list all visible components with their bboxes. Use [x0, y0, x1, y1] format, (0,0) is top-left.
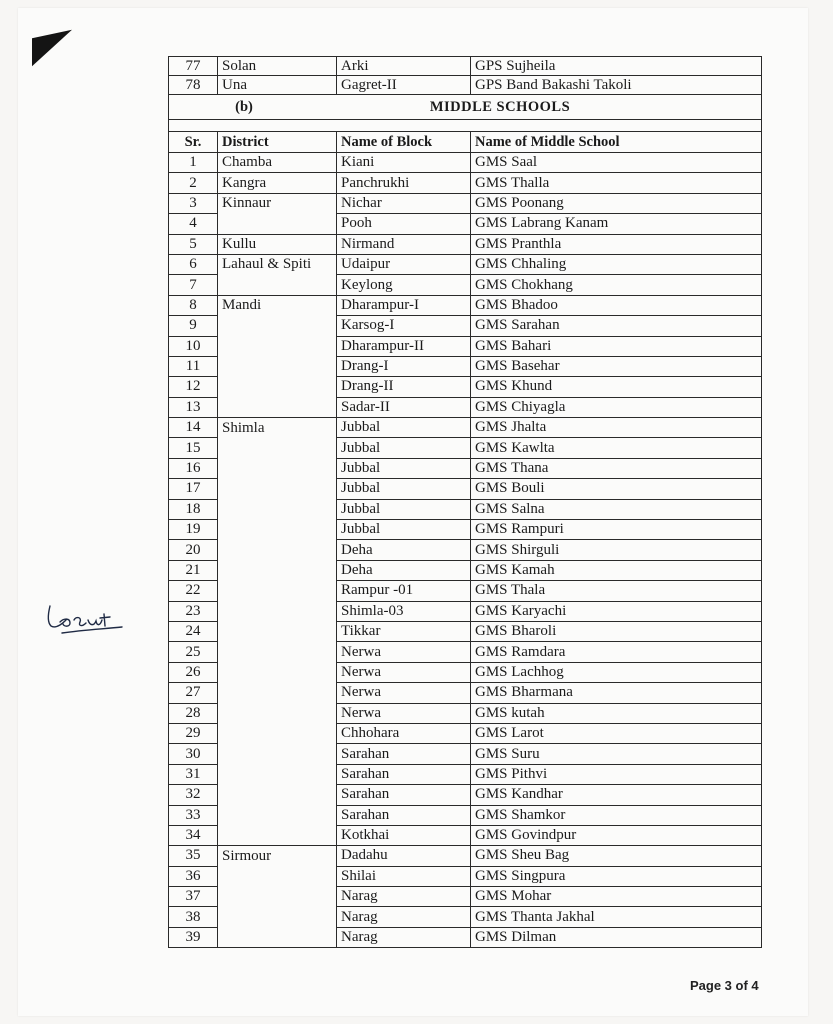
cell-block: Chhohara	[337, 723, 471, 743]
cell-district	[218, 438, 337, 458]
cell-district	[218, 805, 337, 825]
table-row	[169, 560, 762, 580]
header-sr: Sr.	[169, 132, 218, 153]
cell-district	[218, 540, 337, 560]
cell-sr: 21	[169, 560, 218, 580]
cell-sr: 25	[169, 642, 218, 662]
table-row	[169, 356, 762, 376]
cell-block: Sarahan	[337, 764, 471, 784]
cell-block: Nerwa	[337, 683, 471, 703]
table-row	[169, 377, 762, 397]
header-district: District	[218, 132, 337, 153]
cell-district	[218, 479, 337, 499]
cell-sr: 28	[169, 703, 218, 723]
cell-block: Jubbal	[337, 499, 471, 519]
cell-school: GMS Saal	[471, 153, 762, 173]
cell-block: Gagret-II	[337, 76, 471, 95]
cell-school: GMS Poonang	[471, 193, 762, 213]
cell-district	[218, 825, 337, 845]
cell-district	[218, 764, 337, 784]
cell-district	[218, 499, 337, 519]
cell-district	[218, 601, 337, 621]
table-row	[169, 825, 762, 845]
cell-block: Rampur -01	[337, 581, 471, 601]
table-row	[169, 520, 762, 540]
cell-block: Sadar-II	[337, 397, 471, 417]
cell-sr: 35	[169, 846, 218, 866]
cell-district	[218, 214, 337, 234]
cell-sr: 38	[169, 907, 218, 927]
cell-school: GMS Labrang Kanam	[471, 214, 762, 234]
cell-block: Sarahan	[337, 744, 471, 764]
cell-school: GMS Larot	[471, 723, 762, 743]
header-block: Name of Block	[337, 132, 471, 153]
cell-block: Udaipur	[337, 254, 471, 274]
table-row	[169, 805, 762, 825]
cell-school: GMS Karyachi	[471, 601, 762, 621]
cell-school: GMS Salna	[471, 499, 762, 519]
cell-sr: 36	[169, 866, 218, 886]
cell-block: Sarahan	[337, 785, 471, 805]
cell-block: Shilai	[337, 866, 471, 886]
cell-sr: 14	[169, 418, 218, 438]
cell-block: Narag	[337, 887, 471, 907]
primary-schools-continuation	[168, 56, 762, 95]
table-row	[169, 76, 762, 95]
cell-block: Tikkar	[337, 621, 471, 641]
cell-school: GMS Ramdara	[471, 642, 762, 662]
cell-sr: 2	[169, 173, 218, 193]
cell-sr: 1	[169, 153, 218, 173]
cell-block: Sarahan	[337, 805, 471, 825]
table-row	[169, 479, 762, 499]
table-row	[169, 458, 762, 478]
cell-district	[218, 316, 337, 336]
cell-block: Panchrukhi	[337, 173, 471, 193]
cell-block: Deha	[337, 560, 471, 580]
cell-school: GMS Thana	[471, 458, 762, 478]
cell-block: Nerwa	[337, 662, 471, 682]
cell-school: GMS Govindpur	[471, 825, 762, 845]
cell-school: GPS Sujheila	[471, 57, 762, 76]
cell-school: GMS Bahari	[471, 336, 762, 356]
cell-district	[218, 887, 337, 907]
cell-block: Jubbal	[337, 520, 471, 540]
cell-district: Kullu	[218, 234, 337, 254]
cell-district	[218, 377, 337, 397]
cell-sr: 77	[169, 57, 218, 76]
cell-district	[218, 581, 337, 601]
cell-district: Sirmour	[218, 846, 337, 866]
cell-district: Solan	[218, 57, 337, 76]
table-row	[169, 418, 762, 438]
table-row	[169, 581, 762, 601]
table-row	[169, 927, 762, 947]
cell-school: GMS Mohar	[471, 887, 762, 907]
table-row	[169, 316, 762, 336]
schools-sheet	[168, 56, 762, 948]
cell-block: Jubbal	[337, 438, 471, 458]
table-row	[169, 683, 762, 703]
cell-district	[218, 458, 337, 478]
cell-school: GMS Lachhog	[471, 662, 762, 682]
table-row	[169, 744, 762, 764]
cell-school: GMS Bharoli	[471, 621, 762, 641]
cell-sr: 24	[169, 621, 218, 641]
table-row	[169, 234, 762, 254]
table-row	[169, 764, 762, 784]
cell-sr: 39	[169, 927, 218, 947]
cell-district	[218, 866, 337, 886]
cell-school: GMS Jhalta	[471, 418, 762, 438]
table-row	[169, 785, 762, 805]
table-row	[169, 601, 762, 621]
cell-district	[218, 621, 337, 641]
cell-school: GMS Rampuri	[471, 520, 762, 540]
cell-block: Kiani	[337, 153, 471, 173]
cell-block: Keylong	[337, 275, 471, 295]
cell-block: Shimla-03	[337, 601, 471, 621]
cell-sr: 10	[169, 336, 218, 356]
table-row	[169, 275, 762, 295]
table-row	[169, 662, 762, 682]
page-number: Page 3 of 4	[690, 978, 759, 993]
cell-district	[218, 907, 337, 927]
cell-block: Kotkhai	[337, 825, 471, 845]
cell-district: Una	[218, 76, 337, 95]
cell-school: GMS Kawlta	[471, 438, 762, 458]
cell-sr: 13	[169, 397, 218, 417]
cell-school: GMS Suru	[471, 744, 762, 764]
cell-block: Dharampur-II	[337, 336, 471, 356]
cell-school: GMS Chokhang	[471, 275, 762, 295]
cell-sr: 3	[169, 193, 218, 213]
table-header-row	[169, 132, 762, 153]
cell-school: GMS Pithvi	[471, 764, 762, 784]
cell-district	[218, 703, 337, 723]
cell-block: Nirmand	[337, 234, 471, 254]
cell-district	[218, 356, 337, 376]
table-row	[169, 887, 762, 907]
cell-district	[218, 662, 337, 682]
cell-sr: 18	[169, 499, 218, 519]
cell-sr: 16	[169, 458, 218, 478]
cell-sr: 4	[169, 214, 218, 234]
section-label: (b)	[235, 98, 253, 115]
cell-district: Shimla	[218, 418, 337, 438]
cell-district: Chamba	[218, 153, 337, 173]
table-row	[169, 846, 762, 866]
cell-block: Arki	[337, 57, 471, 76]
cell-block: Nerwa	[337, 703, 471, 723]
cell-block: Narag	[337, 927, 471, 947]
cell-district	[218, 744, 337, 764]
header-school: Name of Middle School	[471, 132, 762, 153]
cell-district: Lahaul & Spiti	[218, 254, 337, 274]
cell-block: Nichar	[337, 193, 471, 213]
cell-block: Dharampur-I	[337, 295, 471, 315]
cell-sr: 34	[169, 825, 218, 845]
cell-sr: 30	[169, 744, 218, 764]
cell-sr: 32	[169, 785, 218, 805]
cell-district	[218, 520, 337, 540]
section-header	[168, 95, 762, 120]
cell-sr: 29	[169, 723, 218, 743]
cell-block: Jubbal	[337, 418, 471, 438]
cell-school: GMS Pranthla	[471, 234, 762, 254]
handwritten-signature	[42, 596, 124, 638]
table-row	[169, 621, 762, 641]
table-row	[169, 642, 762, 662]
cell-sr: 9	[169, 316, 218, 336]
table-row	[169, 540, 762, 560]
table-row	[169, 703, 762, 723]
cell-sr: 31	[169, 764, 218, 784]
table-row	[169, 153, 762, 173]
cell-school: GMS Thala	[471, 581, 762, 601]
cell-school: GMS Sarahan	[471, 316, 762, 336]
table-row	[169, 866, 762, 886]
cell-district: Mandi	[218, 295, 337, 315]
section-gap	[168, 120, 762, 131]
cell-block: Jubbal	[337, 479, 471, 499]
cell-block: Nerwa	[337, 642, 471, 662]
cell-sr: 33	[169, 805, 218, 825]
cell-block: Drang-I	[337, 356, 471, 376]
cell-sr: 6	[169, 254, 218, 274]
cell-school: GMS Dilman	[471, 927, 762, 947]
cell-district	[218, 642, 337, 662]
cell-sr: 8	[169, 295, 218, 315]
cell-district	[218, 560, 337, 580]
cell-sr: 17	[169, 479, 218, 499]
cell-sr: 15	[169, 438, 218, 458]
cell-school: GMS Bhadoo	[471, 295, 762, 315]
cell-district	[218, 336, 337, 356]
cell-district: Kinnaur	[218, 193, 337, 213]
cell-sr: 26	[169, 662, 218, 682]
cell-school: GMS Basehar	[471, 356, 762, 376]
cell-district	[218, 397, 337, 417]
cell-block: Karsog-I	[337, 316, 471, 336]
cell-school: GMS kutah	[471, 703, 762, 723]
table-row	[169, 438, 762, 458]
table-row	[169, 214, 762, 234]
cell-school: GMS Chhaling	[471, 254, 762, 274]
table-row	[169, 57, 762, 76]
cell-sr: 11	[169, 356, 218, 376]
cell-sr: 37	[169, 887, 218, 907]
cell-block: Dadahu	[337, 846, 471, 866]
cell-school: GMS Singpura	[471, 866, 762, 886]
cell-school: GMS Thanta Jakhal	[471, 907, 762, 927]
cell-school: GMS Kandhar	[471, 785, 762, 805]
cell-sr: 27	[169, 683, 218, 703]
cell-district	[218, 275, 337, 295]
cell-block: Narag	[337, 907, 471, 927]
cell-sr: 5	[169, 234, 218, 254]
cell-district: Kangra	[218, 173, 337, 193]
middle-schools-table	[168, 131, 762, 948]
cell-school: GMS Bharmana	[471, 683, 762, 703]
cell-block: Jubbal	[337, 458, 471, 478]
cell-school: GMS Bouli	[471, 479, 762, 499]
cell-district	[218, 723, 337, 743]
cell-school: GMS Chiyagla	[471, 397, 762, 417]
cell-district	[218, 683, 337, 703]
cell-block: Pooh	[337, 214, 471, 234]
cell-sr: 7	[169, 275, 218, 295]
cell-school: GPS Band Bakashi Takoli	[471, 76, 762, 95]
cell-school: GMS Shamkor	[471, 805, 762, 825]
table-row	[169, 397, 762, 417]
table-row	[169, 254, 762, 274]
cell-sr: 23	[169, 601, 218, 621]
cell-district	[218, 927, 337, 947]
table-row	[169, 295, 762, 315]
table-row	[169, 173, 762, 193]
cell-school: GMS Sheu Bag	[471, 846, 762, 866]
table-row	[169, 499, 762, 519]
cell-district	[218, 785, 337, 805]
cell-sr: 12	[169, 377, 218, 397]
cell-block: Drang-II	[337, 377, 471, 397]
cell-block: Deha	[337, 540, 471, 560]
table-row	[169, 907, 762, 927]
cell-school: GMS Thalla	[471, 173, 762, 193]
cell-school: GMS Shirguli	[471, 540, 762, 560]
cell-sr: 19	[169, 520, 218, 540]
cell-school: GMS Kamah	[471, 560, 762, 580]
table-row	[169, 723, 762, 743]
cell-sr: 78	[169, 76, 218, 95]
table-row	[169, 336, 762, 356]
table-row	[169, 193, 762, 213]
cell-school: GMS Khund	[471, 377, 762, 397]
section-title: MIDDLE SCHOOLS	[429, 98, 571, 115]
cell-sr: 22	[169, 581, 218, 601]
cell-sr: 20	[169, 540, 218, 560]
